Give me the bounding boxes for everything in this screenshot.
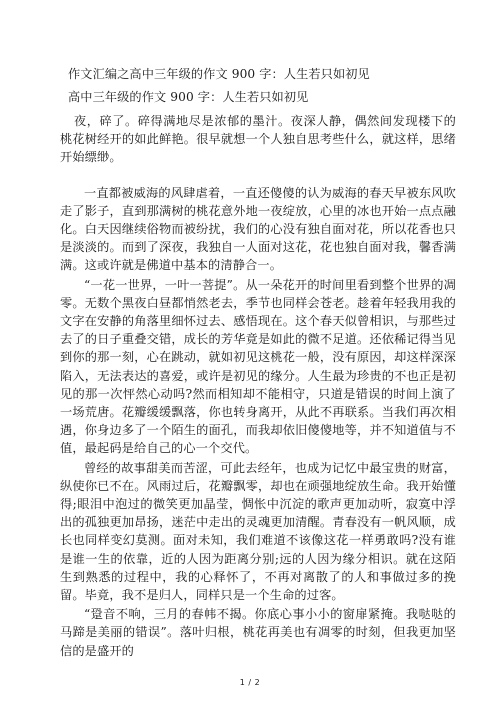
- page-number: 1 / 2: [239, 678, 261, 687]
- document-subtitle: 高中三年级的作文 900 字：人生若只如初见: [68, 90, 309, 104]
- paragraph-5: “跫音不响，三月的春帏不揭。你底心事小小的窗扉紧掩。我哒哒的马蹄是美丽的错误”。落叶归根，桃花再美也有凋零的时刻，但我更加坚信的是盛开的: [60, 607, 456, 658]
- paragraph-2: 一直都被威海的风肆虐着，一直还傻傻的认为威海的春天早被东风吹走了影子，直到那满树的桃花意外地一夜绽放，心里的冰也开始一点点融化。白天因继续俗物而被纷扰，我们的心没有独自面对花，所以花香也只是淡淡的。而到了深夜，我独自一人面对这花，花也独自面对我，馨香满满。这或许就是佛道中基本的清静合一。: [60, 185, 456, 273]
- document-body: [60, 112, 456, 660]
- paragraph-3: “一花一世界，一叶一菩提”。从一朵花开的时间里看到整个世界的凋零。无数个黑夜白昼都悄然老去，季节也同样会苍老。趁着年轻我用我的文字在安静的角落里细怀过去、感悟现在。这个春天似曾相识，与那些过去了的日子重叠交错，成长的芳华竟是如此的微不足道。还依稀记得当见到你的那一刻，心在跳动，就如初见这桃花一般，没有原因，却这样深深陷入，无法表达的喜爱，或许是初见的缘分。人生最为珍贵的不也正是初见的那一次怦然心动吗?然而相知却不能相守，只道是错误的时间上演了一场荒唐。花瓣缓缓飘落，你也转身离开，从此不再联系。当我们再次相遇，你身边多了一个陌生的面孔，而我却依旧傻傻地等，并不知道值与不值，最起码是给自己的心一个交代。: [60, 277, 456, 456]
- document-title: 作文汇编之高中三年级的作文 900 字：人生若只如初见: [68, 67, 370, 81]
- paragraph-1: 夜，碎了。碎得满地尽是浓郁的墨汁。夜深人静，偶然间发现楼下的桃花树经开的如此鲜艳。很早就想一个人独自思考些什么，就这样，思绪开始缥缈。: [60, 114, 456, 165]
- paragraph-4: 曾经的故事甜美而苦涩，可此去经年，也成为记忆中最宝贵的财富，纵使你已不在。风雨过后，花瓣飘零，却也在顽强地绽放生命。我开始懂得;眼泪中泡过的微笑更加晶莹，惆怅中沉淀的歌声更加动听，寂寞中浮出的孤独更加昂扬，迷茫中走出的灵魂更加清醒。青春没有一帆风顺，成长也同样变幻莫测。面对未知，我们难道不该像这花一样勇敢吗?没有谁是谁一生的依靠，近的人因为距离分别;远的人因为缘分相识。就在这陌生到熟悉的过程中，我的心释怀了，不再对离散了的人和事做过多的挽留。毕竟，我不是归人，同样只是一个生命的过客。: [60, 460, 456, 603]
